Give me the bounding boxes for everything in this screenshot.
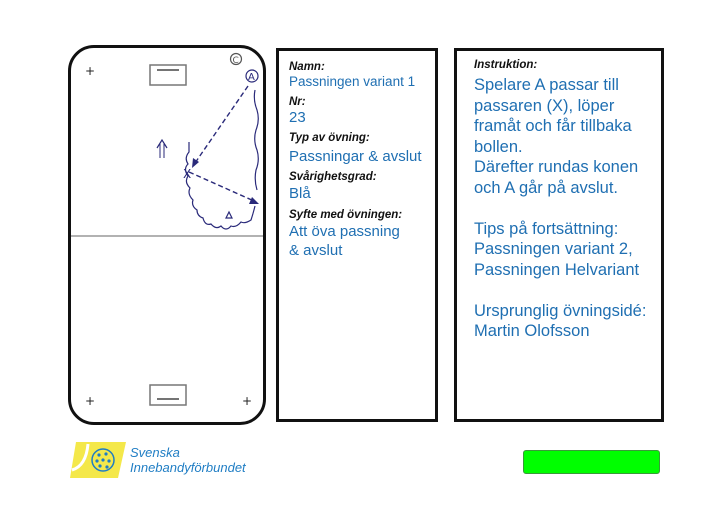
passer-x-label: X [183,167,192,181]
instruction-panel [454,48,664,422]
name-value: Passningen variant 1 [289,74,416,89]
pass-line-x-back [189,172,254,201]
corner-mark-br: + [242,394,253,408]
type-label: Typ av övning: [289,132,370,144]
rink-diagram [68,45,266,425]
instruction-text: Spelare A passar till passaren (X), löper framåt och får tillbaka bollen. Därefter rundas konen och A går på avslut. Tips på fortsättning: Passningen variant 2, Passningen Helvariant Ursprunglig övningsidé: Martin Olofsson [474,76,647,340]
top-goal-box [150,65,186,85]
bottom-goal-box [150,385,186,405]
name-label: Namn: [289,61,325,73]
instruction-label: Instruktion: [474,59,538,71]
run-path-a [254,90,258,190]
purpose-label: Syfte med övningen: [289,209,403,221]
logo-line1: Svenska [130,445,180,460]
nr-label: Nr: [289,96,306,108]
federation-logo [70,440,270,480]
green-action-button[interactable] [523,450,660,474]
nr-value: 23 [289,109,306,126]
player-a-label: A [248,72,255,83]
corner-mark-tl: + [85,64,96,78]
player-c-label: C [232,56,239,66]
floorball-logo-icon [70,440,130,480]
corner-mark-bl: + [85,394,96,408]
cone-icon [226,212,232,218]
drill-drawing [71,48,263,422]
drill-info-panel [276,48,438,422]
return-arrowhead [249,197,259,204]
pass-line-a-to-x [195,86,248,163]
shot-arrowhead [157,140,167,148]
logo-line2: Innebandyförbundet [130,460,246,475]
purpose-value: Att öva passning & avslut [289,223,400,259]
difficulty-label: Svårighetsgrad: [289,171,377,183]
difficulty-value: Blå [289,185,311,202]
type-value: Passningar & avslut [289,148,422,165]
